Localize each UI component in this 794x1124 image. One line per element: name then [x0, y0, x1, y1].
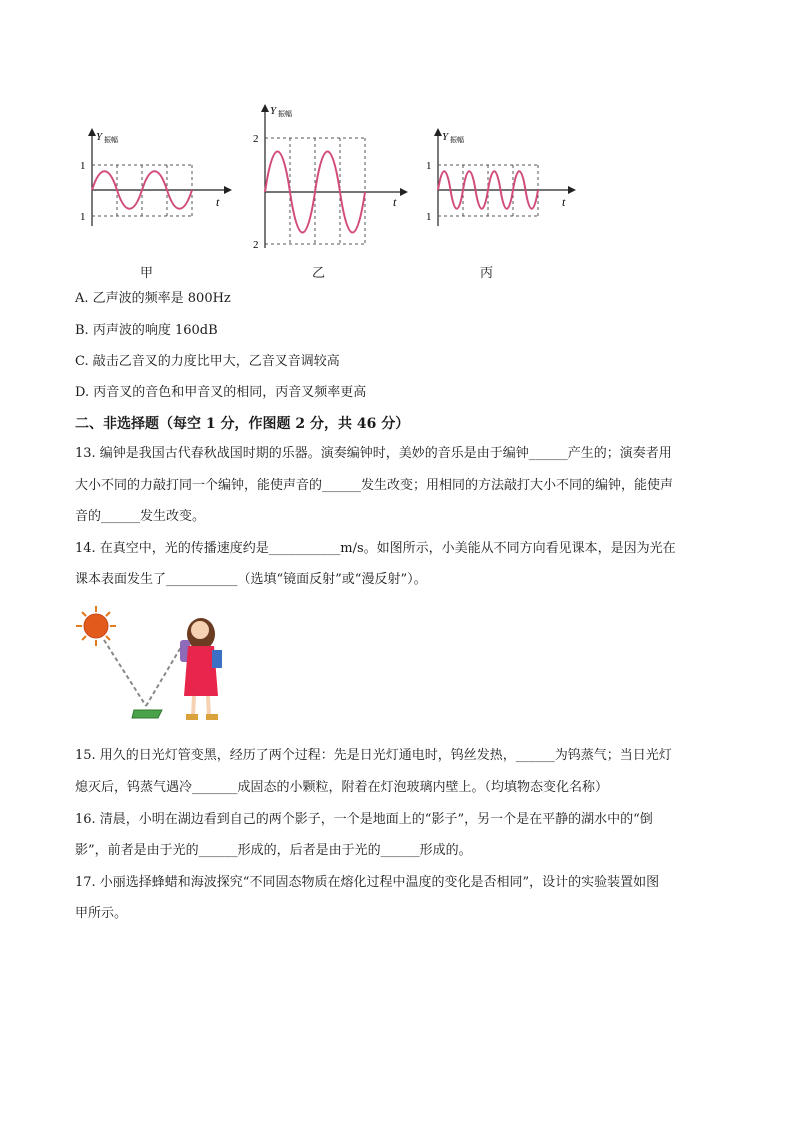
graph-bing — [418, 126, 578, 236]
graph-caption-yi: 乙 — [312, 266, 326, 281]
y-axis-label-yi: Y — [270, 105, 277, 117]
option-a: A. 乙声波的频率是 800Hz — [75, 291, 231, 306]
amp-top-jia: 1 — [80, 160, 86, 172]
y-axis-sub-yi: 振幅 — [278, 110, 292, 118]
q15-line-2: 熄灭后，钨蒸气遇冷_______成固态的小颗粒，附着在灯泡玻璃内壁上。（均填物态变化名称） — [75, 780, 609, 795]
q13-line-3: 音的______发生改变。 — [75, 509, 206, 524]
amp-bottom-yi: 2 — [253, 239, 259, 251]
option-c: C. 敲击乙音叉的力度比甲大，乙音叉音调较高 — [75, 354, 340, 369]
graph-caption-jia: 甲 — [140, 266, 154, 281]
q16-line-2: 影”，前者是由于光的______形成的，后者是由于光的______形成的。 — [75, 843, 472, 858]
amp-bottom-bing: 1 — [426, 211, 432, 223]
q15-line-1: 15. 用久的日光灯管变黑，经历了两个过程：先是日光灯通电时，钨丝发热，______为钨蒸气；当日光灯 — [75, 748, 672, 763]
amp-bottom-jia: 1 — [80, 211, 86, 223]
reflection-illustration — [76, 606, 236, 726]
graph-yi — [245, 100, 410, 250]
q16-line-1: 16. 清晨，小明在湖边看到自己的两个影子，一个是地面上的“影子”，另一个是在平静的湖水中的“倒 — [75, 812, 653, 827]
option-b: B. 丙声波的响度 160dB — [75, 323, 218, 338]
graph-jia — [72, 126, 232, 236]
graph-caption-bing: 丙 — [480, 266, 494, 281]
sun-icon — [76, 606, 116, 646]
q13-line-1: 13. 编钟是我国古代春秋战国时期的乐器。演奏编钟时，美妙的音乐是由于编钟______产生的；演奏者用 — [75, 446, 672, 461]
y-axis-sub-jia: 振幅 — [104, 136, 118, 144]
t-axis-label-bing: t — [562, 195, 566, 209]
t-axis-label-yi: t — [393, 195, 397, 209]
girl-figure — [180, 618, 222, 720]
amp-top-yi: 2 — [253, 133, 259, 145]
section-heading: 二、非选择题（每空 1 分，作图题 2 分，共 46 分） — [75, 416, 410, 432]
book-icon — [132, 710, 162, 718]
q17-line-1: 17. 小丽选择蜂蜡和海波探究“不同固态物质在熔化过程中温度的变化是否相同”，设计的实验装置如图 — [75, 875, 660, 890]
t-axis-label-jia: t — [216, 195, 220, 209]
q13-line-2: 大小不同的力敲打同一个编钟，能使声音的______发生改变；用相同的方法敲打大小不同的编钟，能使声 — [75, 478, 674, 493]
y-axis-label-jia: Y — [96, 131, 103, 143]
q17-line-2: 甲所示。 — [75, 906, 128, 921]
y-axis-label-bing: Y — [442, 131, 449, 143]
option-d: D. 丙音叉的音色和甲音叉的相同，丙音叉频率更高 — [75, 385, 367, 400]
q14-line-1: 14. 在真空中，光的传播速度约是___________m/s。如图所示，小美能从不同方向看见课本，是因为光在 — [75, 541, 676, 556]
y-axis-sub-bing: 振幅 — [450, 136, 464, 144]
q14-line-2: 课本表面发生了___________（选填“镜面反射”或“漫反射”）。 — [75, 572, 427, 587]
amp-top-bing: 1 — [426, 160, 432, 172]
